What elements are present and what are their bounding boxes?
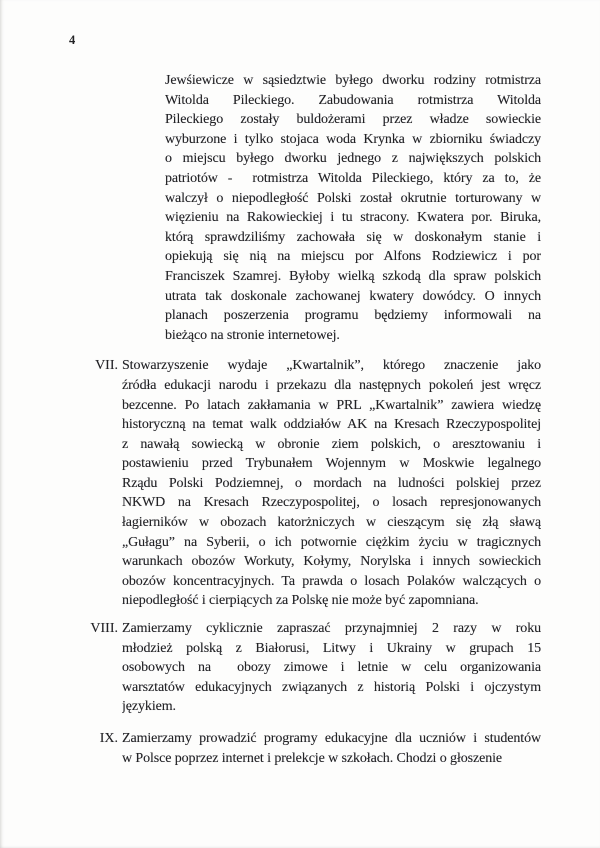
text-line: Rządu Polski Podziemnej, o mordach na ludności polskiej przez xyxy=(122,475,541,491)
text-line: którą sprawdziliśmy zachowała się w doskonałym stanie i xyxy=(165,229,541,245)
paragraph-text xyxy=(122,729,541,768)
text-line: bieżąco na stronie internetowej. xyxy=(165,327,340,343)
text-line: Stowarzyszenie wydaje „Kwartalnik”, którego znaczenie jako xyxy=(122,358,541,374)
paragraph-text xyxy=(122,619,541,717)
text-line: źródła edukacji narodu i przekazu dla następnych pokoleń jest wręcz xyxy=(122,377,541,393)
text-line: NKWD na Kresach Rzeczypospolitej, o losach represjonowanych xyxy=(122,495,541,511)
text-line: z nawałą sowiecką w obronie ziem polskich, o aresztowaniu i xyxy=(122,436,541,452)
paragraph-text xyxy=(165,71,541,345)
text-line: Franciszek Szamrej. Byłoby wielką szkodą dla spraw polskich xyxy=(165,268,541,284)
text-line: bezcenne. Po latach zakłamania w PRL „Kwartalnik” zawiera wiedzę xyxy=(122,397,541,413)
text-line: o miejscu byłego dworku jednego z największych polskich xyxy=(165,151,541,167)
text-line: opiekują się nią na miejscu por Alfons Rodziewicz i por xyxy=(165,249,541,265)
text-line: niepodległość i cierpiących za Polskę nie może być zapomniana. xyxy=(122,593,479,609)
text-line: językiem. xyxy=(122,699,176,715)
text-line: utrata tak doskonale zachowanej kwatery dowódcy. O innych xyxy=(165,288,541,304)
text-line: łagierników w obozach katorżniczych w cieszącym się złą sławą xyxy=(122,515,541,531)
text-line: Witolda Pileckiego. Zabudowania rotmistrza Witolda xyxy=(165,92,541,108)
page-number: 4 xyxy=(69,33,76,47)
paragraph-text xyxy=(122,356,541,611)
text-line: w Polsce poprzez internet i prelekcje w szkołach. Chodzi o głoszenie xyxy=(122,750,503,766)
text-line: więzieniu na Rakowieckiej i tu stracony. Kwatera por. Biruka, xyxy=(165,210,541,226)
text-line: Zamierzamy cyklicznie zapraszać przynajmniej 2 razy w roku xyxy=(122,621,541,637)
continuation-paragraph xyxy=(165,71,541,345)
text-line: Pileckiego zostały buldożerami przez władze sowieckie xyxy=(165,112,541,128)
text-line: młodzież polską z Białorusi, Litwy i Ukrainy w grupach 15 xyxy=(122,640,541,656)
list-item-ix xyxy=(85,729,541,768)
text-line: Jewśiewicze w sąsiedztwie byłego dworku rodziny rotmistrza xyxy=(165,73,541,88)
text-line: planach poszerzenia programu będziemy informowali na xyxy=(165,308,541,324)
list-item-vii xyxy=(85,356,541,611)
text-line: „Gułagu” na Syberii, o ich potwornie ciężkim życiu w tragicznych xyxy=(122,534,541,550)
list-item-marker: IX. xyxy=(99,731,118,746)
text-line: warsztatów edukacyjnych związanych z historią Polski i ojczystym xyxy=(122,679,541,695)
text-line: historyczną na temat walk oddziałów AK na Kresach Rzeczypospolitej xyxy=(122,417,541,433)
text-line: obozów koncentracyjnych. Ta prawda o losach Polaków walczących o xyxy=(122,573,541,589)
text-line: postawieniu przed Trybunałem Wojennym w Moskwie legalnego xyxy=(122,456,541,472)
text-line: osobowych na obozy zimowe i letnie w celu organizowania xyxy=(122,660,541,676)
text-line: patriotów - rotmistrza Witolda Pileckiego, który za to, że xyxy=(165,170,541,186)
list-item-viii xyxy=(85,619,541,717)
text-line: Zamierzamy prowadzić programy edukacyjne dla uczniów i studentów xyxy=(122,731,541,746)
list-item-marker: VIII. xyxy=(90,621,118,637)
text-line: wyburzone i tylko stojaca woda Krynka w zbiorniku świadczy xyxy=(165,131,541,147)
text-line: walczył o niepodległość Polski został okrutnie torturowany w xyxy=(165,190,541,206)
list-item-marker: VII. xyxy=(95,358,118,374)
text-line: warunkach obozów Workuty, Kołymy, Norylska i innych sowieckich xyxy=(122,554,541,570)
document-body xyxy=(0,71,600,768)
